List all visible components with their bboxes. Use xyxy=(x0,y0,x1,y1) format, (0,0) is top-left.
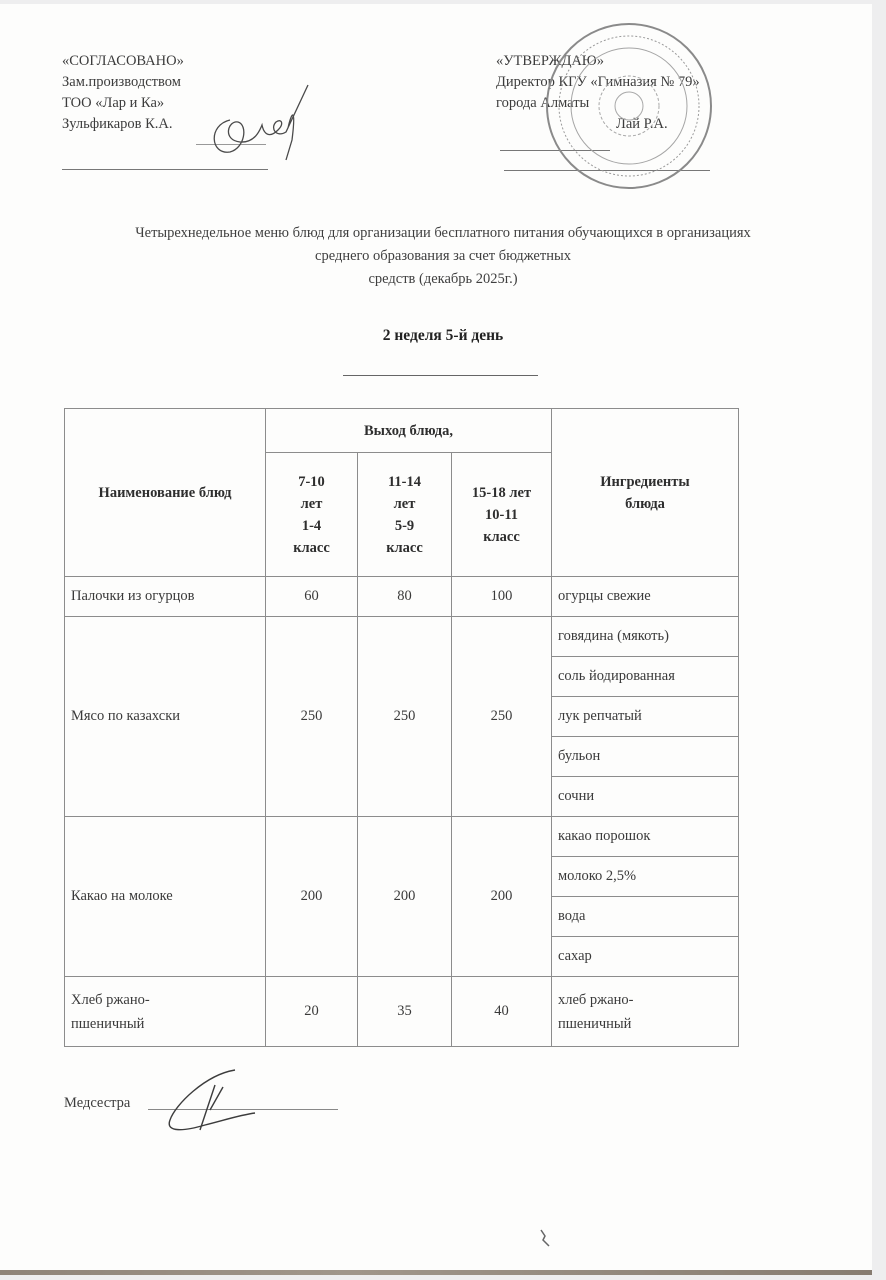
approval-left-person: Зульфикаров К.А. xyxy=(62,116,173,132)
title-line-1: Четырехнедельное меню блюд для организации бесплатного питания обучающихся в организациях xyxy=(135,225,751,241)
approval-left-position: Зам.производством xyxy=(62,74,181,90)
age1-line4: класс xyxy=(293,539,330,556)
ingredient: бульон xyxy=(552,737,739,777)
ingredient: сахар xyxy=(552,937,739,977)
paper-edge xyxy=(0,1270,872,1275)
header-ingredients: Ингредиенты блюда xyxy=(552,409,739,577)
ingredient-line2: пшеничный xyxy=(558,1015,632,1032)
yield-11-14: 250 xyxy=(358,617,452,817)
approval-right-person: Лай Р.А. xyxy=(616,116,668,132)
age2-line3: 5-9 xyxy=(394,517,415,534)
yield-15-18: 250 xyxy=(452,617,552,817)
header-age-15-18 xyxy=(452,453,552,577)
ingredient: говядина (мякоть) xyxy=(552,617,739,657)
dish-name: Мясо по казахски xyxy=(65,617,266,817)
age3-line1: 15-18 лет xyxy=(471,484,532,501)
age2-line4: класс xyxy=(386,539,423,556)
title-line-2: среднего образования за счет бюджетных xyxy=(315,248,571,264)
approval-right-heading: «УТВЕРЖДАЮ» xyxy=(496,53,604,69)
ingredient: какао порошок xyxy=(552,817,739,857)
header-dish-name: Наименование блюд xyxy=(65,409,266,577)
age1-line1: 7-10 xyxy=(298,473,325,490)
header-yield-group: Выход блюда, xyxy=(266,409,552,453)
table-row xyxy=(65,817,739,857)
yield-7-10: 20 xyxy=(266,977,358,1047)
table-row xyxy=(65,977,739,1047)
table-row xyxy=(65,617,739,657)
age1-line3: 1-4 xyxy=(301,517,322,534)
yield-7-10: 200 xyxy=(266,817,358,977)
ingredient: молоко 2,5% xyxy=(552,857,739,897)
dish-name: Палочки из огурцов xyxy=(65,577,266,617)
approval-right-position: Директор КГУ «Гимназия № 79» xyxy=(496,74,700,90)
ingredient: соль йодированная xyxy=(552,657,739,697)
signature-nurse-icon xyxy=(165,1065,275,1135)
signature-left-icon xyxy=(200,80,320,170)
dish-name xyxy=(65,977,266,1047)
yield-15-18: 100 xyxy=(452,577,552,617)
yield-7-10: 250 xyxy=(266,617,358,817)
document-title xyxy=(40,222,846,291)
approval-left-heading: «СОГЛАСОВАНО» xyxy=(62,53,184,69)
yield-15-18: 200 xyxy=(452,817,552,977)
yield-11-14: 35 xyxy=(358,977,452,1047)
age3-line3: класс xyxy=(483,528,520,545)
age1-line2: лет xyxy=(300,495,323,512)
approval-right-city: города Алматы xyxy=(496,95,590,111)
yield-11-14: 200 xyxy=(358,817,452,977)
header-age-11-14 xyxy=(358,453,452,577)
yield-7-10: 60 xyxy=(266,577,358,617)
menu-table xyxy=(64,408,739,1047)
approval-left-block xyxy=(62,51,184,135)
ingredient: вода xyxy=(552,897,739,937)
table-row xyxy=(65,577,739,617)
age2-line2: лет xyxy=(393,495,416,512)
dish-name: Какао на молоке xyxy=(65,817,266,977)
ingredient: лук репчатый xyxy=(552,697,739,737)
dish-name-line1: Хлеб ржано- xyxy=(71,991,150,1008)
age2-line1: 11-14 xyxy=(387,473,422,490)
table-header-row xyxy=(65,409,739,453)
ingredient-line1: хлеб ржано- xyxy=(558,991,634,1008)
approval-left-company: ТОО «Лар и Ка» xyxy=(62,95,165,111)
dish-name-line2: пшеничный xyxy=(71,1015,145,1032)
paper-mark-icon xyxy=(537,1228,557,1250)
age3-line2: 10-11 xyxy=(484,506,519,523)
ingredient: сочни xyxy=(552,777,739,817)
week-day-subtitle: 2 неделя 5-й день xyxy=(382,327,504,344)
yield-11-14: 80 xyxy=(358,577,452,617)
title-line-3: средств (декабрь 2025г.) xyxy=(368,271,518,287)
ingredient: огурцы свежие xyxy=(552,577,739,617)
ingredient xyxy=(552,977,739,1047)
subtitle-underline xyxy=(343,375,538,376)
official-stamp-icon xyxy=(545,6,715,206)
yield-15-18: 40 xyxy=(452,977,552,1047)
header-age-7-10 xyxy=(266,453,358,577)
nurse-label: Медсестра xyxy=(64,1095,131,1111)
